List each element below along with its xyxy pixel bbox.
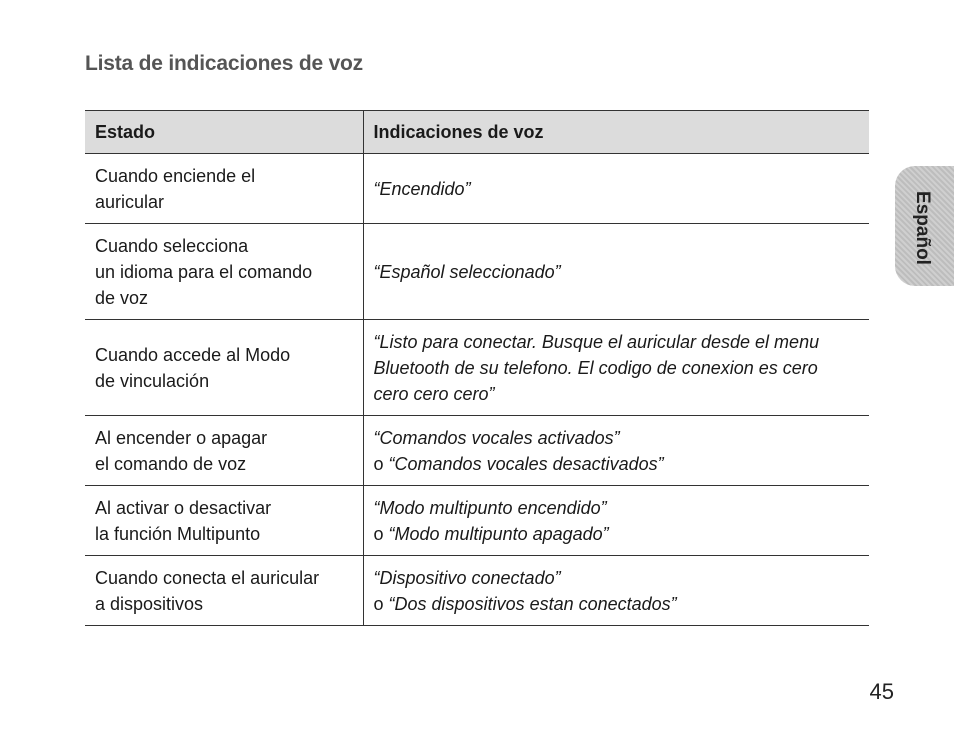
or-word: o	[373, 523, 384, 544]
page-title: Lista de indicaciones de voz	[85, 52, 363, 75]
language-side-tab-label	[902, 186, 942, 270]
state-line: un idioma para el comando	[95, 261, 313, 282]
state-line: Al activar o desactivar	[95, 497, 272, 518]
table-row	[85, 416, 869, 486]
state-cell	[85, 486, 363, 556]
page-number: 45	[869, 679, 894, 704]
state-line: Al encender o apagar	[95, 427, 268, 448]
state-line: Cuando selecciona	[95, 235, 249, 256]
prompt-cell	[363, 224, 869, 320]
table-row	[85, 486, 869, 556]
prompt-line: “Modo multipunto encendido”	[373, 497, 607, 518]
state-line: Cuando enciende el	[95, 165, 256, 186]
prompt-line-alt: “Comandos vocales desactivados”	[388, 453, 664, 474]
state-line: de vinculación	[95, 370, 210, 391]
or-word: o	[373, 593, 384, 614]
state-cell	[85, 224, 363, 320]
state-line: a dispositivos	[95, 593, 204, 614]
prompt-line: “Listo para conectar. Busque el auricular desde el menu	[373, 331, 820, 352]
prompt-line: Bluetooth de su telefono. El codigo de conexion es cero	[373, 357, 818, 378]
state-cell	[85, 154, 363, 224]
prompt-cell	[363, 416, 869, 486]
state-line: Cuando accede al Modo	[95, 344, 291, 365]
prompt-line: “Comandos vocales activados”	[373, 427, 620, 448]
state-line: auricular	[95, 191, 165, 212]
prompt-line-alt: “Dos dispositivos estan conectados”	[388, 593, 677, 614]
state-line: el comando de voz	[95, 453, 247, 474]
header-voice-prompt: Indicaciones de voz	[363, 111, 869, 154]
table-row	[85, 154, 869, 224]
state-line: de voz	[95, 287, 149, 308]
header-state: Estado	[85, 111, 363, 154]
state-cell	[85, 416, 363, 486]
side-tab-text: Español	[912, 191, 933, 265]
table-row	[85, 556, 869, 626]
table-row	[85, 320, 869, 416]
table-row	[85, 224, 869, 320]
prompt-cell	[363, 556, 869, 626]
prompt-cell	[363, 486, 869, 556]
prompt-line: “Español seleccionado”	[373, 261, 561, 282]
voice-prompts-table	[85, 110, 869, 626]
state-line: Cuando conecta el auricular	[95, 567, 320, 588]
table-header-row	[85, 111, 869, 154]
state-cell	[85, 556, 363, 626]
state-cell	[85, 320, 363, 416]
prompt-cell	[363, 154, 869, 224]
prompt-line: “Encendido”	[373, 178, 471, 199]
or-word: o	[373, 453, 384, 474]
prompt-line-alt: “Modo multipunto apagado”	[388, 523, 609, 544]
state-line: la función Multipunto	[95, 523, 261, 544]
prompt-cell	[363, 320, 869, 416]
prompt-line: cero cero cero”	[373, 383, 495, 404]
prompt-line: “Dispositivo conectado”	[373, 567, 561, 588]
